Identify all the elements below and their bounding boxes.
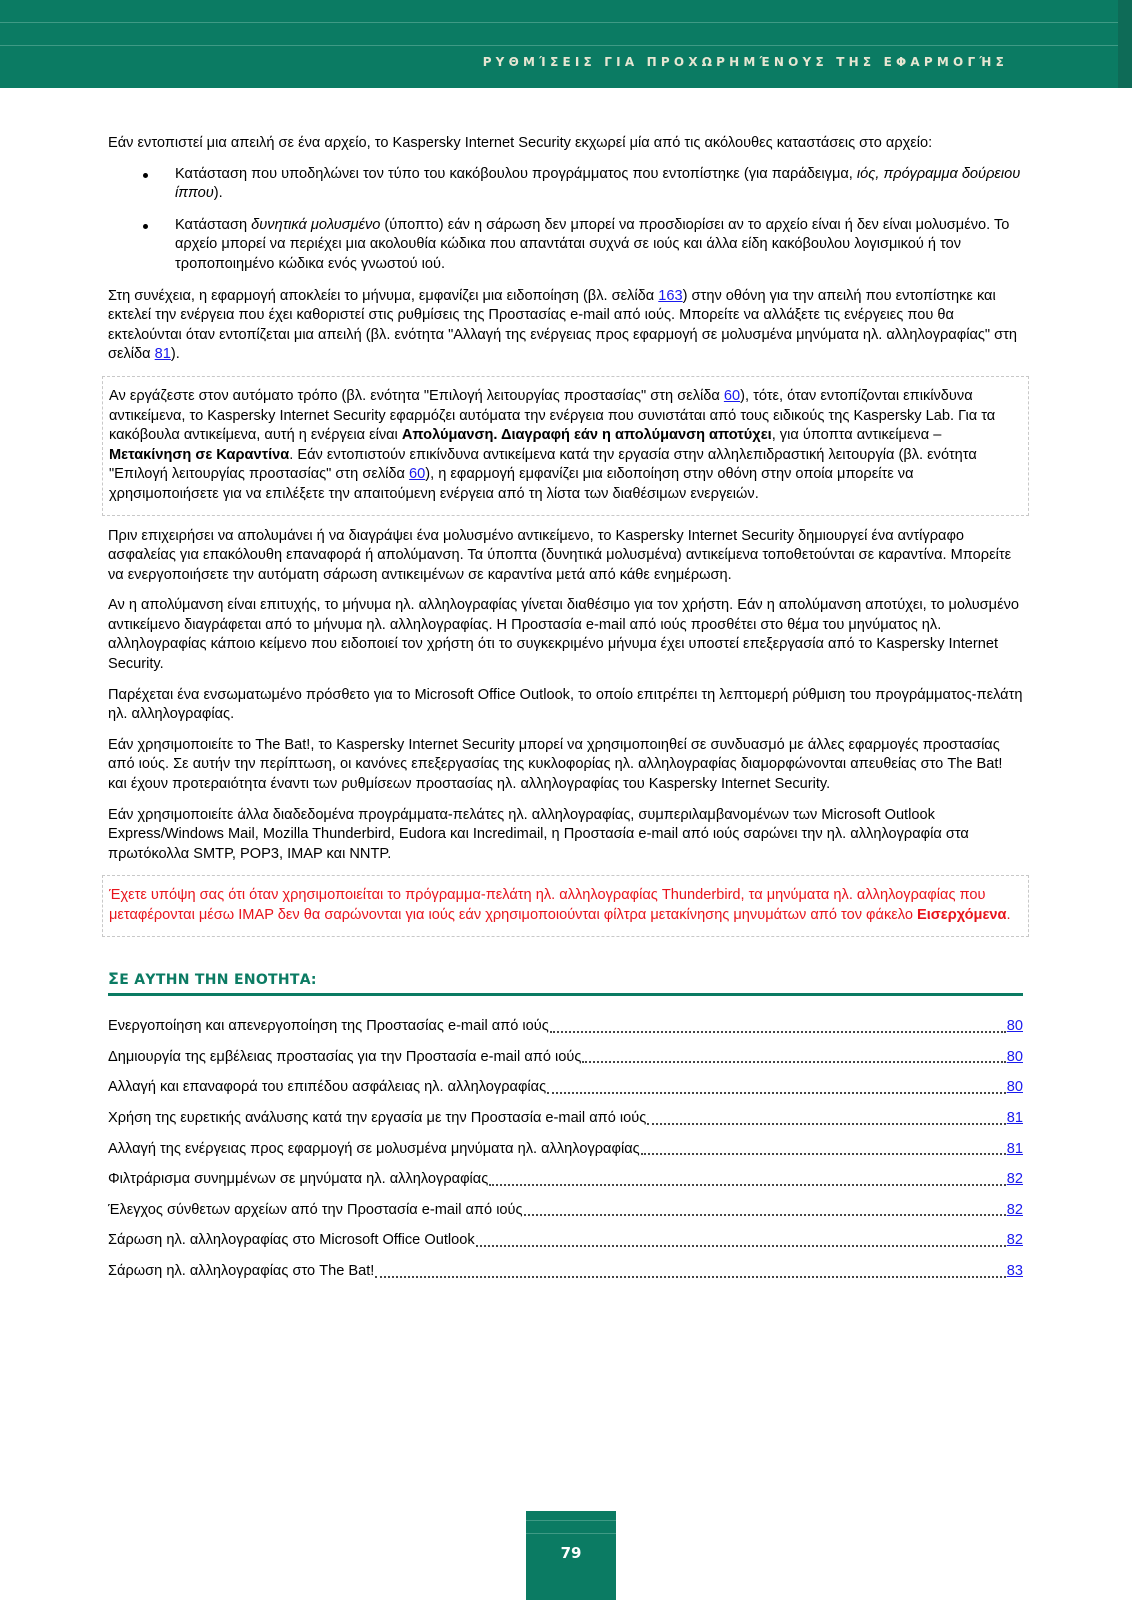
heading-rest: Ε ΑΥΤΗΝ ΤΗΝ ΕΝΟΤΗΤΑ: [119, 971, 317, 988]
toc-entry[interactable] [108, 1037, 1023, 1068]
page-link[interactable]: 60 [409, 466, 426, 483]
toc-page-link[interactable]: 80 [1006, 1018, 1023, 1035]
intro-paragraph: Εάν εντοπιστεί μια απειλή σε ένα αρχείο, το Kaspersky Internet Security εκχωρεί μία από τις ακόλουθες καταστάσεις στο αρχείο: [108, 135, 933, 151]
outlook-paragraph: Παρέχεται ένα ενσωματωμένο πρόσθετο για το Microsoft Office Outlook, το οποίο επιτρέπει τη λεπτομερή ρύθμιση του προγράμματος-πελάτη ηλ. αλληλογραφίας. [108, 686, 1023, 723]
toc-page-link[interactable]: 80 [1006, 1079, 1023, 1096]
toc-entry-title[interactable]: Σάρωση ηλ. αλληλογραφίας στο Microsoft Office Outlook [108, 1232, 475, 1249]
bullet-text-pre: Κατάσταση [175, 216, 252, 233]
bold-text: Απολύμανση. Διαγραφή εάν η απολύμανση αποτύχει [401, 427, 772, 444]
toc-entry[interactable] [108, 1251, 1023, 1282]
header-rule-top [0, 22, 1132, 23]
header-rule-bottom [0, 45, 1132, 46]
action-paragraph [108, 287, 1023, 365]
disinfection-paragraph: Αν η απολύμανση είναι επιτυχής, το μήνυμα ηλ. αλληλογραφίας γίνεται διαθέσιμο για τον χρήστη. Εάν η απολύμανση αποτύχει, το μολυσμένο αντικείμενο διαγράφεται από το μήνυμα ηλ. αλληλογραφίας. Η Προστασία e-mail από ιούς προσθέτει στο θέμα του μηνύματος ηλ. αλληλογραφίας κάποιο κείμενο που ειδοποιεί τον χρήστη ότι το συγκεκριμένο μήνυμα έχει υποστεί επεξεργασία από το Kaspersky Internet Security. [108, 597, 1020, 673]
text-run: . Εάν εντοπιστούν επικίνδυνα αντικείμενα κατά την εργασία στην αλληλεπιδραστική λειτουργία (βλ. ενότητα "Επιλογή λειτουργίας προστασίας" στη σελίδα [109, 446, 977, 483]
text-run: Στη συνέχεια, η εφαρμογή αποκλείει το μήνυμα, εμφανίζει μια ειδοποίηση (βλ. σελίδα [108, 287, 659, 304]
text-run: , για ύποπτα αντικείμενα – [771, 427, 942, 444]
text-run: ) στην οθόνη για την απειλή που εντοπίστηκε και εκτελεί την ενέργεια που έχει καθοριστεί στις ρυθμίσεις της Προστασίας e-mail από ιούς. Μπορείτε να αλλάξετε τις ενέργειες που θα εκτελούνται όταν εντοπίζεται μια απειλή (βλ. ενότητα "Αλλαγή της ενέργειας προς εφαρμογή σε μολυσμένα μηνύματα ηλ. αλληλογραφίας" στη σελίδα [108, 287, 1018, 363]
toc-leader [550, 1031, 1006, 1033]
page-content [108, 134, 1023, 1282]
toc-leader [524, 1214, 1006, 1216]
toc-entry[interactable] [108, 1159, 1023, 1190]
clients-paragraph: Εάν χρησιμοποιείτε άλλα διαδεδομένα προγράμματα-πελάτες ηλ. αλληλογραφίας, συμπεριλαμβανομένων των Microsoft Outlook Express/Windows Mail, Mozilla Thunderbird, Eudora και Incredimail, η Προστασία e-mail από ιούς σαρώνει την ηλ. αλληλογραφία στα πρωτόκολλα SMTP, POP3, IMAP και NNTP. [108, 806, 969, 862]
toc-entry-title[interactable]: Χρήση της ευρετικής ανάλυσης κατά την εργασία με την Προστασία e-mail από ιούς [108, 1109, 647, 1126]
toc-entry-title[interactable]: Έλεγχος σύνθετων αρχείων από την Προστασία e-mail από ιούς [108, 1201, 523, 1218]
list-item [108, 216, 1023, 275]
section-heading [108, 969, 1023, 997]
status-list [108, 165, 1023, 275]
bullet-text: Κατάσταση που υποδηλώνει τον τύπο του κακόβουλου προγράμματος που εντοπίστηκε (για παράδειγμα, [175, 165, 857, 182]
text-run: ), η εφαρμογή εμφανίζει μια ειδοποίηση στην οθόνη στην οποία μπορείτε να χρησιμοποιήσετε για να επιλέξετε την απαιτούμενη ενέργεια από τη λίστα των διαθέσιμων ενεργειών. [109, 466, 914, 502]
toc-entry-title[interactable]: Δημιουργία της εμβέλειας προστασίας για την Προστασία e-mail από ιούς [108, 1048, 582, 1065]
toc-leader [647, 1123, 1005, 1125]
bullet-italic: δυνητικά μολυσμένο [251, 216, 381, 233]
page-number-box [526, 1511, 616, 1600]
bold-text: Μετακίνηση σε Καραντίνα [109, 446, 290, 463]
list-item [108, 165, 1023, 204]
toc-leader [641, 1153, 1006, 1155]
text-run: Αν εργάζεστε στον αυτόματο τρόπο (βλ. ενότητα "Επιλογή λειτουργίας προστασίας" στη σελίδα [109, 387, 724, 404]
bullet-text-end: ). [213, 185, 223, 202]
toc-entry[interactable] [108, 1006, 1023, 1037]
bold-text: Εισερχόμενα [917, 907, 1007, 923]
page-link[interactable]: 163 [658, 287, 683, 304]
toc-entry-title[interactable]: Φιλτράρισμα συνημμένων σε μηνύματα ηλ. αλληλογραφίας [108, 1171, 489, 1188]
toc-entry[interactable] [108, 1129, 1023, 1160]
toc-entry-title[interactable]: Σάρωση ηλ. αλληλογραφίας στο The Bat! [108, 1262, 375, 1279]
toc-entry-title[interactable]: Αλλαγή και επαναφορά του επιπέδου ασφάλειας ηλ. αλληλογραφίας [108, 1079, 547, 1096]
bullet-italic: ιός, πρόγραμμα δούρειου ίππου [175, 165, 1021, 202]
toc-entry-title[interactable]: Ενεργοποίηση και απενεργοποίηση της Προστασίας e-mail από ιούς [108, 1018, 549, 1035]
bullet-text: (ύποπτο) εάν η σάρωση δεν μπορεί να προσδιορίσει αν το αρχείο είναι ή δεν είναι μολυσμένο. Το αρχείο μπορεί να περιέχει μια ακολουθία κώδικα που απαντάται συχνά σε ιούς και άλλα είδη κακόβουλου λογισμικού ή τον τροποποιημένο κώδικα ενός γνωστού ιού. [175, 216, 1010, 272]
footer-rule [526, 1520, 616, 1521]
text-run: Έχετε υπόψη σας ότι όταν χρησιμοποιείται το πρόγραμμα-πελάτη ηλ. αλληλογραφίας Thunderbird, τα μηνύματα ηλ. αλληλογραφίας που μεταφέρονται μέσω IMAP δεν θα σαρώνονται για ιούς εάν χρησιμοποιούνται φίλτρα μετακίνησης μηνυμάτων από τον φάκελο [109, 887, 986, 923]
chapter-title: ΡΥΘΜΊΣΕΙΣ ΓΙΑ ΠΡΟΧΩΡΗΜΈΝΟΥΣ ΤΗΣ ΕΦΑΡΜΟΓΉΣ [482, 55, 1008, 69]
toc-entry-title[interactable]: Αλλαγή της ενέργειας προς εφαρμογή σε μολυσμένα μηνύματα ηλ. αλληλογραφίας [108, 1140, 640, 1157]
toc-leader [547, 1092, 1006, 1094]
text-run: ), τότε, όταν εντοπίζονται επικίνδυνα αντικείμενα, το Kaspersky Internet Security εφαρμόζει αυτόματα την ενέργεια που συνιστάται από τους ειδικούς της Kaspersky Lab. Για τα κακόβουλα αντικείμενα, αυτή η ενέργεια είναι [109, 387, 996, 444]
toc-list [108, 1006, 1023, 1281]
toc-page-link[interactable]: 81 [1006, 1140, 1023, 1157]
thebat-paragraph: Εάν χρησιμοποιείτε το The Bat!, το Kaspersky Internet Security μπορεί να χρησιμοποιηθεί σε συνδυασμό με άλλες εφαρμογές προστασίας από ιούς. Σε αυτήν την περίπτωση, οι κανόνες επεξεργασίας της κυκλοφορίας ηλ. αλληλογραφίας διαμορφώνονται απευθείας στο The Bat! και έχουν προτεραιότητα έναντι των ρυθμίσεων προστασίας ηλ. αλληλογραφίας του Kaspersky Internet Security. [108, 736, 1003, 793]
toc-leader [476, 1245, 1006, 1247]
header-edge [1118, 0, 1132, 88]
text-run: . [1006, 907, 1011, 923]
toc-page-link[interactable]: 82 [1006, 1201, 1023, 1218]
toc-leader [582, 1061, 1005, 1063]
page-link[interactable]: 60 [723, 387, 741, 404]
warning-note-box [102, 875, 1029, 936]
page-number: 79 [560, 1544, 582, 1562]
toc-entry[interactable] [108, 1067, 1023, 1098]
heading-cap: Σ [108, 968, 120, 988]
toc-page-link[interactable]: 81 [1006, 1109, 1023, 1126]
backup-paragraph: Πριν επιχειρήσει να απολυμάνει ή να διαγράψει ένα μολυσμένο αντικείμενο, το Kaspersky Internet Security δημιουργεί ένα αντίγραφο ασφαλείας για επακόλουθη επαναφορά ή απολύμανση. Τα ύποπτα (δυνητικά μολυσμένα) αντικείμενα τοποθετούνται σε καραντίνα. Μπορείτε να ενεργοποιήσετε την αυτόματη σάρωση αντικειμένων σε καραντίνα μετά από κάθε ενημέρωση. [108, 527, 1012, 583]
footer-rule [526, 1533, 616, 1534]
toc-page-link[interactable]: 83 [1006, 1262, 1023, 1279]
toc-entry[interactable] [108, 1190, 1023, 1221]
toc-entry[interactable] [108, 1220, 1023, 1251]
toc-leader [489, 1184, 1006, 1186]
toc-page-link[interactable]: 82 [1006, 1232, 1023, 1249]
note-box-auto-mode [102, 376, 1029, 516]
page-link[interactable]: 81 [154, 346, 171, 363]
toc-entry[interactable] [108, 1098, 1023, 1129]
text-run: ). [170, 346, 180, 363]
toc-leader [375, 1276, 1005, 1278]
toc-page-link[interactable]: 80 [1006, 1048, 1023, 1065]
header-bar [0, 0, 1132, 88]
toc-page-link[interactable]: 82 [1006, 1171, 1023, 1188]
